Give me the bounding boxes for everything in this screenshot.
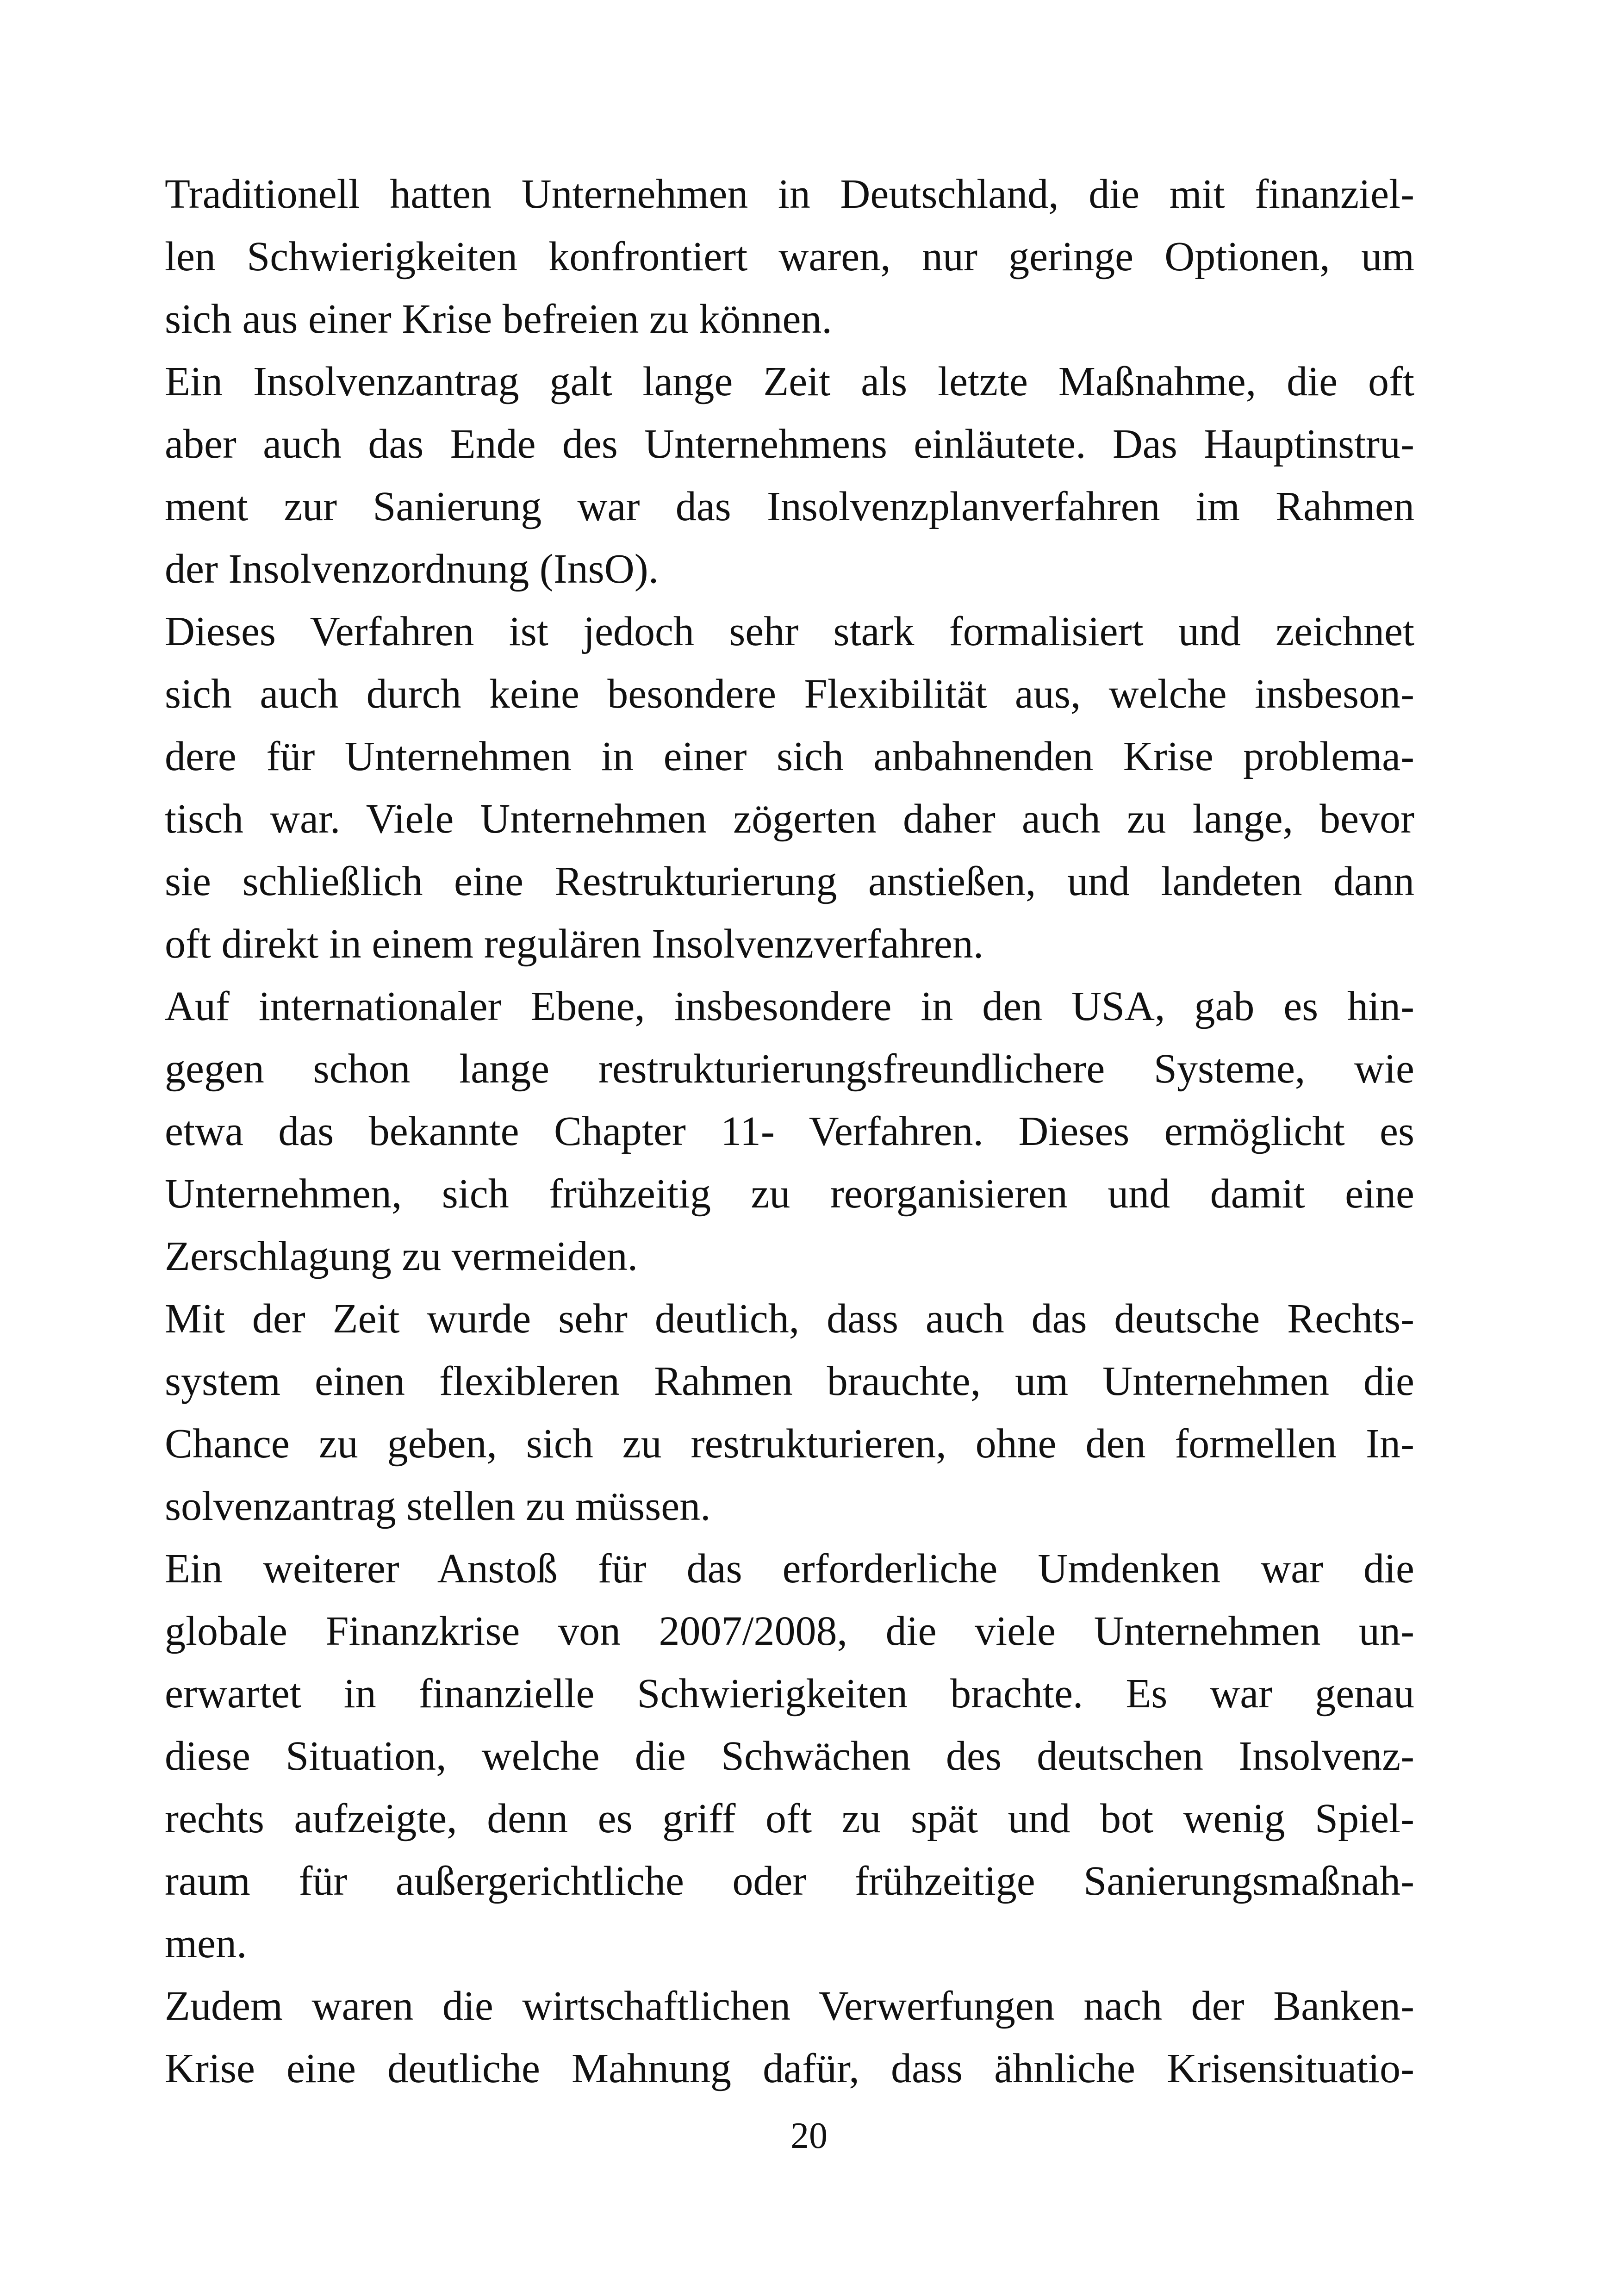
text-line: Unternehmen, sich frühzeitig zu reorganisieren und damit eine [165,1171,1414,1217]
text-line: aber auch das Ende des Unternehmens einläutete. Das Hauptinstru- [165,421,1414,467]
text-line: solvenzantrag stellen zu müssen. [165,1483,711,1529]
text-line: men. [165,1921,247,1966]
text-line: Mit der Zeit wurde sehr deutlich, dass auch das deutsche Rechts- [165,1296,1414,1342]
text-line: sie schließlich eine Restrukturierung anstießen, und landeten dann [165,859,1414,904]
text-line: ment zur Sanierung war das Insolvenzplanverfahren im Rahmen [165,484,1414,529]
text-line: Chance zu geben, sich zu restrukturieren, ohne den formellen In- [165,1421,1414,1467]
text-line: Auf internationaler Ebene, insbesondere in den USA, gab es hin- [165,983,1414,1029]
text-line: etwa das bekannte Chapter 11- Verfahren. Dieses ermöglicht es [165,1108,1414,1154]
body-text [165,163,1414,2100]
text-line: Zerschlagung zu vermeiden. [165,1233,638,1279]
text-line: system einen flexibleren Rahmen brauchte, um Unternehmen die [165,1358,1414,1404]
text-line: dere für Unternehmen in einer sich anbahnenden Krise problema- [165,734,1414,779]
page-number: 20 [790,2116,828,2156]
text-line: diese Situation, welche die Schwächen des deutschen Insolvenz- [165,1733,1414,1779]
text-line: Ein Insolvenzantrag galt lange Zeit als letzte Maßnahme, die oft [165,359,1414,404]
text-line: sich auch durch keine besondere Flexibilität aus, welche insbeson- [165,671,1414,717]
text-line: Zudem waren die wirtschaftlichen Verwerfungen nach der Banken- [165,1983,1414,2029]
text-line: oft direkt in einem regulären Insolvenzverfahren. [165,921,984,967]
text-line: erwartet in finanzielle Schwierigkeiten brachte. Es war genau [165,1671,1414,1717]
text-line: Krise eine deutliche Mahnung dafür, dass ähnliche Krisensituatio- [165,2046,1414,2091]
text-line: der Insolvenzordnung (InsO). [165,546,659,592]
text-line: raum für außergerichtliche oder frühzeitige Sanierungsmaßnah- [165,1858,1414,1904]
text-line: globale Finanzkrise von 2007/2008, die viele Unternehmen un- [165,1608,1414,1654]
text-line: rechts aufzeigte, denn es griff oft zu spät und bot wenig Spiel- [165,1796,1414,1842]
text-line: tisch war. Viele Unternehmen zögerten daher auch zu lange, bevor [165,796,1414,842]
text-line: len Schwierigkeiten konfrontiert waren, nur geringe Optionen, um [165,234,1414,280]
text-line: Dieses Verfahren ist jedoch sehr stark formalisiert und zeichnet [165,609,1414,654]
text-line: gegen schon lange restrukturierungsfreundlichere Systeme, wie [165,1046,1414,1092]
text-line: Ein weiterer Anstoß für das erforderliche Umdenken war die [165,1546,1414,1592]
text-line: sich aus einer Krise befreien zu können. [165,296,832,342]
text-line: Traditionell hatten Unternehmen in Deutschland, die mit finanziel- [165,171,1414,217]
